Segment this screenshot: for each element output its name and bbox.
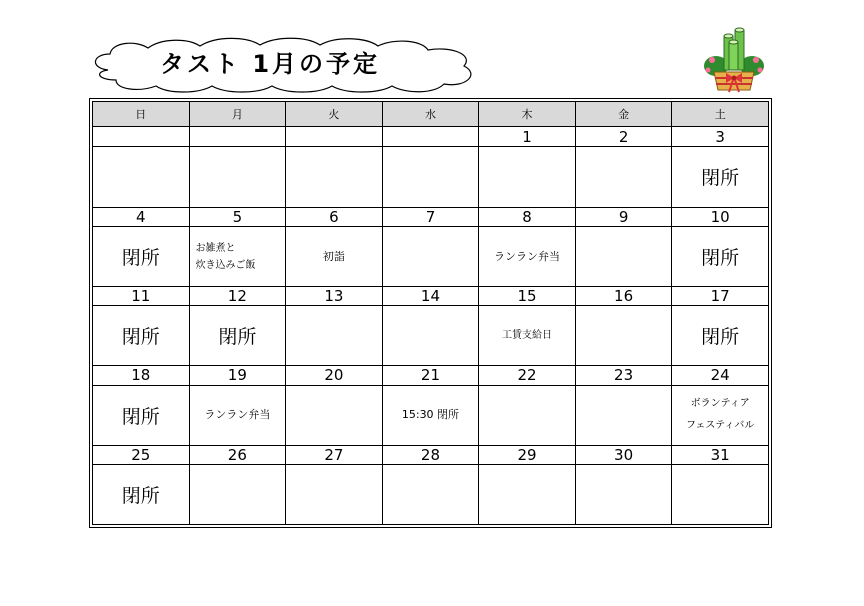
date-number: 30 — [575, 445, 672, 464]
event-cell — [575, 146, 672, 207]
event-cell — [479, 464, 576, 524]
date-number — [189, 127, 286, 146]
calendar — [89, 98, 772, 528]
weekday-header: 火 — [286, 102, 383, 127]
event-cell — [286, 385, 383, 445]
event-row — [93, 306, 769, 366]
date-number: 26 — [189, 445, 286, 464]
event-cell: 閉所 — [672, 227, 769, 287]
date-row — [93, 127, 769, 146]
event-cell: 閉所 — [672, 146, 769, 207]
event-cell — [575, 464, 672, 524]
event-cell — [286, 146, 383, 207]
event-cell — [382, 306, 479, 366]
date-number: 6 — [286, 207, 383, 226]
date-number: 4 — [93, 207, 190, 226]
event-cell — [382, 227, 479, 287]
date-number: 23 — [575, 366, 672, 385]
event-cell: 工賃支給日 — [479, 306, 576, 366]
weekday-header: 月 — [189, 102, 286, 127]
event-text-line: お雑煮と — [195, 242, 236, 254]
date-number: 2 — [575, 127, 672, 146]
date-number: 24 — [672, 366, 769, 385]
weekday-header: 金 — [575, 102, 672, 127]
date-number: 9 — [575, 207, 672, 226]
page-title: タスト 1月の予定 — [160, 50, 381, 78]
event-cell: 初詣 — [286, 227, 383, 287]
date-number: 13 — [286, 287, 383, 306]
event-cell — [575, 385, 672, 445]
event-cell — [286, 464, 383, 524]
kadomatsu-icon — [702, 26, 766, 94]
date-number: 1 — [479, 127, 576, 146]
date-number: 28 — [382, 445, 479, 464]
date-number: 15 — [479, 287, 576, 306]
event-cell — [672, 385, 769, 445]
event-cell — [189, 227, 286, 287]
event-cell: ランラン弁当 — [189, 385, 286, 445]
event-cell — [479, 385, 576, 445]
date-number — [286, 127, 383, 146]
event-cell — [189, 146, 286, 207]
date-row — [93, 366, 769, 385]
event-row — [93, 146, 769, 207]
event-cell — [575, 227, 672, 287]
date-number: 22 — [479, 366, 576, 385]
event-cell: 閉所 — [93, 306, 190, 366]
event-cell — [382, 146, 479, 207]
event-cell: 閉所 — [93, 385, 190, 445]
date-number: 3 — [672, 127, 769, 146]
event-text-line: ボランティア — [690, 398, 750, 410]
date-number: 17 — [672, 287, 769, 306]
event-cell — [479, 146, 576, 207]
date-number: 20 — [286, 366, 383, 385]
weekday-header: 日 — [93, 102, 190, 127]
event-text-line: フェスティバル — [685, 420, 755, 432]
date-number — [93, 127, 190, 146]
date-number: 11 — [93, 287, 190, 306]
weekday-header: 水 — [382, 102, 479, 127]
event-text-line: 炊き込みご飯 — [195, 259, 256, 271]
date-number: 29 — [479, 445, 576, 464]
weekday-header: 木 — [479, 102, 576, 127]
event-cell: 閉所 — [189, 306, 286, 366]
date-number: 5 — [189, 207, 286, 226]
date-number: 12 — [189, 287, 286, 306]
date-row — [93, 287, 769, 306]
event-cell: 15:30 閉所 — [382, 385, 479, 445]
date-number: 14 — [382, 287, 479, 306]
date-row — [93, 445, 769, 464]
date-number: 7 — [382, 207, 479, 226]
date-number: 31 — [672, 445, 769, 464]
date-number: 19 — [189, 366, 286, 385]
event-cell — [286, 306, 383, 366]
date-number: 16 — [575, 287, 672, 306]
date-number: 25 — [93, 445, 190, 464]
event-cell: 閉所 — [672, 306, 769, 366]
event-cell — [575, 306, 672, 366]
date-row — [93, 207, 769, 226]
event-row — [93, 464, 769, 524]
event-cell — [672, 464, 769, 524]
event-row — [93, 385, 769, 445]
date-number: 21 — [382, 366, 479, 385]
weekday-header-row — [93, 102, 769, 127]
event-cell — [382, 464, 479, 524]
weekday-header: 土 — [672, 102, 769, 127]
event-cell: 閉所 — [93, 464, 190, 524]
date-number: 27 — [286, 445, 383, 464]
date-number: 10 — [672, 207, 769, 226]
date-number — [382, 127, 479, 146]
event-cell — [189, 464, 286, 524]
date-number: 8 — [479, 207, 576, 226]
event-cell: ランラン弁当 — [479, 227, 576, 287]
event-row — [93, 227, 769, 287]
event-cell — [93, 146, 190, 207]
date-number: 18 — [93, 366, 190, 385]
event-cell: 閉所 — [93, 227, 190, 287]
